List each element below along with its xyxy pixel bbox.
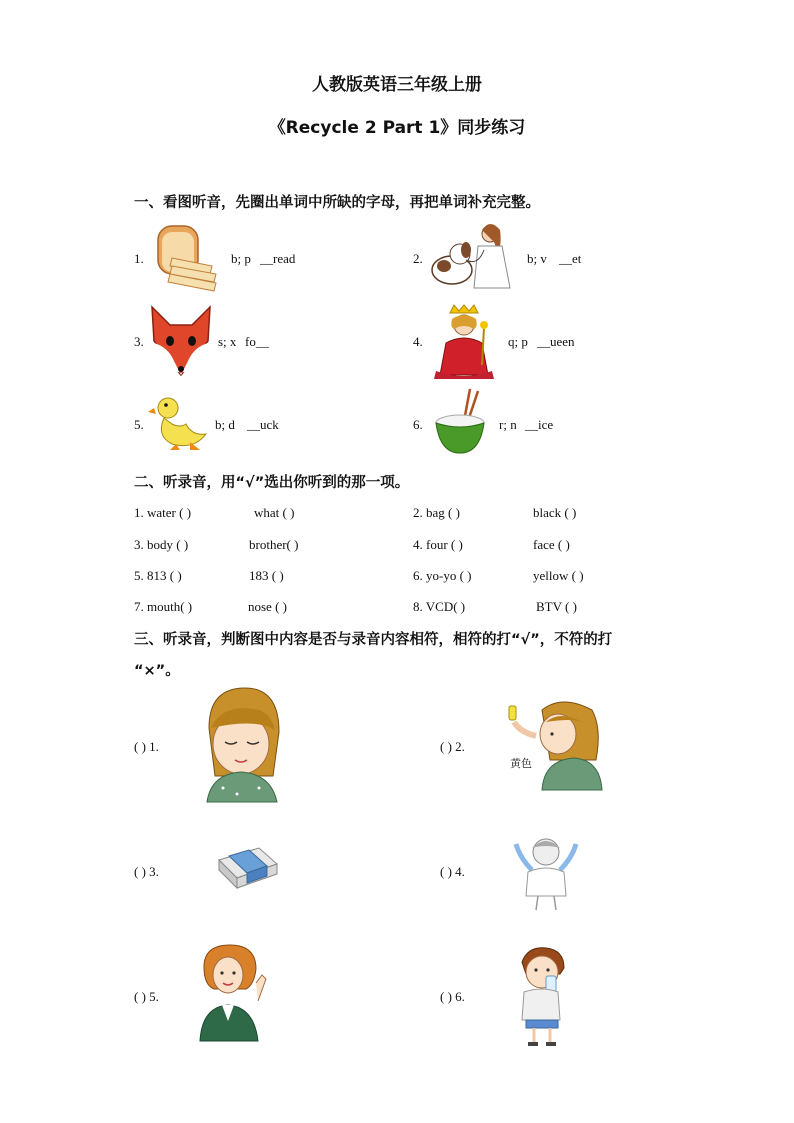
judge-item-label: ( ) 5.	[134, 989, 159, 1004]
item-number: 4.	[413, 334, 423, 349]
item-number: 5.	[134, 417, 144, 432]
choice-item: face ( )	[533, 537, 570, 552]
letter-choices: s; x	[218, 334, 237, 349]
choice-item: black ( )	[533, 505, 577, 520]
letter-choices: b; v	[527, 251, 547, 266]
girl-smelling-icon	[203, 688, 277, 802]
section-3-heading: 三、听录音，判断图中内容是否与录音内容相符，相符的打“√”，不符的打	[134, 632, 613, 648]
judge-item-label: ( ) 1.	[134, 739, 159, 754]
word-blank: __ueen	[537, 334, 575, 349]
item-number: 6.	[413, 417, 423, 432]
girl-yellow-icon	[506, 700, 604, 790]
choice-item: 4. four ( )	[413, 537, 463, 552]
choice-item: BTV ( )	[536, 599, 577, 614]
choice-item: 183 ( )	[249, 568, 284, 583]
choice-item: what ( )	[254, 505, 295, 520]
image-caption: 黄色	[510, 757, 532, 770]
item-number: 3.	[134, 334, 144, 349]
woman-waving-icon	[196, 945, 268, 1041]
letter-choices: r; n	[499, 417, 517, 432]
letter-choices: b; d	[215, 417, 235, 432]
choice-item: 8. VCD( )	[413, 599, 466, 614]
judge-item-label: ( ) 2.	[440, 739, 465, 754]
vet-icon	[430, 220, 520, 292]
word-blank: __ice	[525, 417, 554, 432]
word-blank: fo__	[245, 334, 269, 349]
page-title: 人教版英语三年级上册	[312, 75, 482, 95]
choice-item: 7. mouth( )	[134, 599, 193, 614]
section-3-heading-cont: “×”。	[134, 663, 180, 679]
rice-icon	[432, 389, 492, 457]
choice-item: 6. yo-yo ( )	[413, 568, 472, 583]
choice-item: 3. body ( )	[134, 537, 189, 552]
choice-item: brother( )	[249, 537, 299, 552]
bread-icon	[152, 218, 220, 294]
letter-choices: b; p	[231, 251, 251, 266]
choice-item: nose ( )	[248, 599, 287, 614]
eraser-icon	[215, 846, 279, 894]
duck-icon	[150, 394, 208, 450]
judge-item-label: ( ) 4.	[440, 864, 465, 879]
letter-choices: q; p	[508, 334, 528, 349]
choice-item: 2. bag ( )	[413, 505, 460, 520]
word-blank: __read	[260, 251, 296, 266]
section-1-heading: 一、看图听音，先圈出单词中所缺的字母，再把单词补充完整。	[134, 195, 540, 211]
judge-item-label: ( ) 6.	[440, 989, 465, 1004]
choice-item: yellow ( )	[533, 568, 584, 583]
section-2-heading: 二、听录音，用“√”选出你听到的那一项。	[134, 475, 410, 491]
judge-item-label: ( ) 3.	[134, 864, 159, 879]
word-blank: __et	[559, 251, 582, 266]
queen-icon	[432, 303, 496, 381]
item-number: 2.	[413, 251, 423, 266]
page-subtitle: 《Recycle 2 Part 1》同步练习	[268, 118, 526, 138]
choice-item: 1. water ( )	[134, 505, 192, 520]
boy-drinking-icon	[512, 946, 572, 1046]
item-number: 1.	[134, 251, 144, 266]
arms-up-icon	[510, 830, 582, 910]
choice-item: 5. 813 ( )	[134, 568, 182, 583]
fox-icon	[148, 303, 214, 377]
word-blank: __uck	[247, 417, 279, 432]
